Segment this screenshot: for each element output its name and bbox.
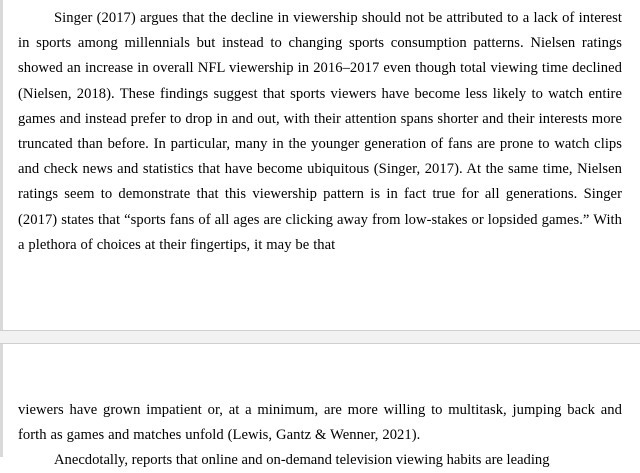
page-break-gap — [0, 331, 640, 343]
page-break-bottom-edge — [0, 343, 640, 344]
page-break-separator — [0, 330, 640, 368]
page-two-clipped-line-container — [18, 448, 622, 468]
page-one-text-column — [18, 6, 622, 258]
page-one-paragraph: Singer (2017) argues that the decline in viewership should not be attributed to a lack of interest in sports among millennials but instead to changing sports consumption patterns. Nielsen ratings showed an increase in overall NFL viewership in 2016–2017 even though total viewing time declined (Nielsen, 2018). These findings suggest that sports viewers have become less likely to watch entire games and instead prefer to drop in and out, with their attention spans shorter and their interests more truncated than before. In particular, many in the younger generation of fans are prone to watch clips and check news and statistics that have become ubiquitous (Singer, 2017). At the same time, Nielsen ratings seem to demonstrate that this viewership pattern is in fact true for all generations. Singer (2017) states that “sports fans of all ages are clicking away from low-stakes or lopsided games.” With a plethora of choices at their fingertips, it may be that — [18, 10, 622, 253]
page-two-paragraph: viewers have grown impatient or, at a minimum, are more willing to multitask, jumping back and forth as games and matches unfold (Lewis, Gantz & Wenner, 2021). — [18, 402, 622, 444]
page-two-text-column — [18, 398, 622, 448]
page-two-clipped-line: Anecdotally, reports that online and on-demand television viewing habits are leading — [54, 452, 550, 468]
left-margin-rule — [0, 0, 3, 457]
